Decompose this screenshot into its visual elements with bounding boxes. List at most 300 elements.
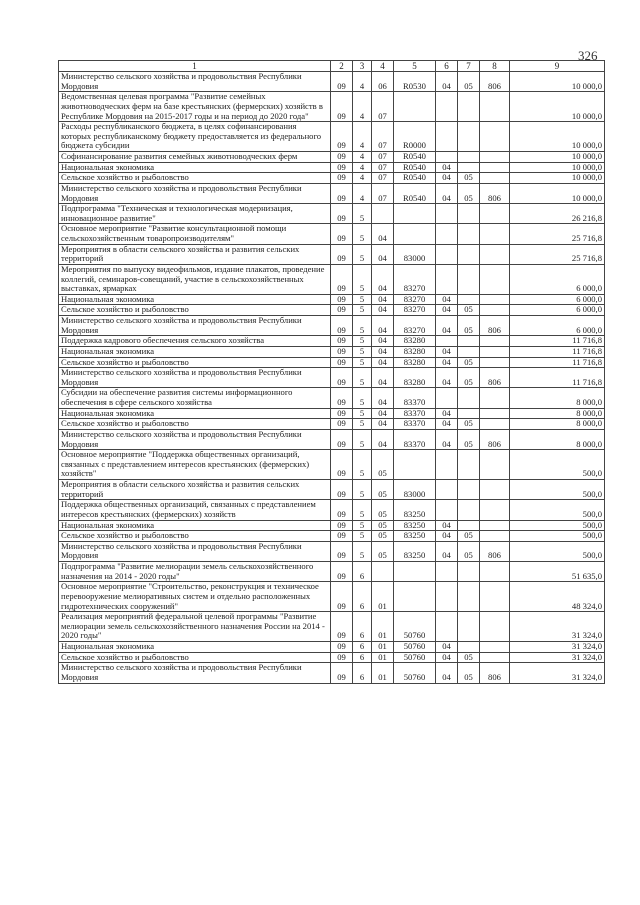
code-cell bbox=[436, 480, 458, 500]
code-cell: R0540 bbox=[394, 152, 436, 163]
code-cell: 09 bbox=[331, 92, 353, 122]
code-cell: 83270 bbox=[394, 305, 436, 316]
table-row bbox=[59, 368, 605, 388]
code-cell: 09 bbox=[331, 162, 353, 173]
code-cell: 806 bbox=[480, 72, 510, 92]
code-cell: 09 bbox=[331, 408, 353, 419]
code-cell: 09 bbox=[331, 224, 353, 244]
code-cell bbox=[480, 173, 510, 184]
code-cell bbox=[458, 582, 480, 612]
code-cell bbox=[458, 336, 480, 347]
code-cell: R0540 bbox=[394, 162, 436, 173]
code-cell: 806 bbox=[480, 183, 510, 203]
table-row bbox=[59, 582, 605, 612]
amount-cell: 31 324,0 bbox=[510, 642, 605, 653]
code-cell: 5 bbox=[353, 429, 372, 449]
code-cell bbox=[394, 582, 436, 612]
row-name-cell: Министерство сельского хозяйства и продовольствия Республики Мордовия bbox=[59, 316, 331, 336]
code-cell: 806 bbox=[480, 663, 510, 683]
code-cell: 04 bbox=[372, 346, 394, 357]
code-cell: 5 bbox=[353, 520, 372, 531]
code-cell: 01 bbox=[372, 663, 394, 683]
code-cell: 01 bbox=[372, 642, 394, 653]
code-cell bbox=[394, 562, 436, 582]
code-cell: 09 bbox=[331, 183, 353, 203]
code-cell: R0540 bbox=[394, 183, 436, 203]
amount-cell: 51 635,0 bbox=[510, 562, 605, 582]
code-cell: 04 bbox=[436, 173, 458, 184]
code-cell: 5 bbox=[353, 305, 372, 316]
code-cell: 6 bbox=[353, 612, 372, 642]
code-cell bbox=[458, 450, 480, 480]
code-cell: 83000 bbox=[394, 244, 436, 264]
code-cell bbox=[458, 224, 480, 244]
code-cell: 04 bbox=[436, 541, 458, 561]
table-row bbox=[59, 244, 605, 264]
code-cell: 83270 bbox=[394, 316, 436, 336]
table-row bbox=[59, 419, 605, 430]
code-cell: 05 bbox=[372, 520, 394, 531]
code-cell bbox=[458, 520, 480, 531]
column-header: 3 bbox=[353, 61, 372, 72]
table-row bbox=[59, 612, 605, 642]
code-cell: 05 bbox=[458, 429, 480, 449]
amount-cell: 48 324,0 bbox=[510, 582, 605, 612]
code-cell: 83270 bbox=[394, 294, 436, 305]
code-cell bbox=[480, 224, 510, 244]
amount-cell: 8 000,0 bbox=[510, 419, 605, 430]
amount-cell: 500,0 bbox=[510, 531, 605, 542]
amount-cell: 10 000,0 bbox=[510, 162, 605, 173]
code-cell bbox=[480, 531, 510, 542]
code-cell: 83280 bbox=[394, 357, 436, 368]
code-cell: 09 bbox=[331, 500, 353, 520]
code-cell: 04 bbox=[436, 663, 458, 683]
amount-cell: 500,0 bbox=[510, 480, 605, 500]
code-cell: 04 bbox=[436, 357, 458, 368]
code-cell: 5 bbox=[353, 480, 372, 500]
code-cell: 09 bbox=[331, 429, 353, 449]
code-cell: 04 bbox=[372, 419, 394, 430]
code-cell: 09 bbox=[331, 419, 353, 430]
code-cell: 4 bbox=[353, 173, 372, 184]
code-cell: 04 bbox=[436, 183, 458, 203]
row-name-cell: Поддержка кадрового обеспечения сельского хозяйства bbox=[59, 336, 331, 347]
table-row bbox=[59, 450, 605, 480]
code-cell bbox=[394, 204, 436, 224]
code-cell: 6 bbox=[353, 642, 372, 653]
code-cell: 09 bbox=[331, 244, 353, 264]
code-cell: 05 bbox=[372, 500, 394, 520]
code-cell: 4 bbox=[353, 122, 372, 152]
code-cell: 05 bbox=[458, 652, 480, 663]
row-name-cell: Министерство сельского хозяйства и продовольствия Республики Мордовия bbox=[59, 429, 331, 449]
amount-cell: 10 000,0 bbox=[510, 92, 605, 122]
code-cell: 05 bbox=[458, 173, 480, 184]
code-cell: 04 bbox=[372, 316, 394, 336]
code-cell: 09 bbox=[331, 204, 353, 224]
amount-cell: 25 716,8 bbox=[510, 224, 605, 244]
code-cell: 5 bbox=[353, 500, 372, 520]
code-cell: 04 bbox=[436, 162, 458, 173]
code-cell: 5 bbox=[353, 294, 372, 305]
code-cell bbox=[436, 204, 458, 224]
code-cell: 806 bbox=[480, 429, 510, 449]
code-cell bbox=[394, 224, 436, 244]
code-cell: 04 bbox=[436, 72, 458, 92]
row-name-cell: Национальная экономика bbox=[59, 408, 331, 419]
code-cell: 05 bbox=[372, 541, 394, 561]
code-cell: 04 bbox=[436, 294, 458, 305]
code-cell: 4 bbox=[353, 152, 372, 163]
code-cell bbox=[394, 92, 436, 122]
code-cell: 09 bbox=[331, 612, 353, 642]
code-cell: 04 bbox=[436, 408, 458, 419]
amount-cell: 31 324,0 bbox=[510, 652, 605, 663]
code-cell: 09 bbox=[331, 122, 353, 152]
code-cell: 83280 bbox=[394, 336, 436, 347]
code-cell bbox=[436, 562, 458, 582]
table-row bbox=[59, 480, 605, 500]
amount-cell: 11 716,8 bbox=[510, 368, 605, 388]
code-cell: 50760 bbox=[394, 642, 436, 653]
code-cell: 04 bbox=[372, 357, 394, 368]
code-cell: 09 bbox=[331, 264, 353, 294]
code-cell bbox=[480, 122, 510, 152]
code-cell: 6 bbox=[353, 663, 372, 683]
amount-cell: 10 000,0 bbox=[510, 173, 605, 184]
code-cell bbox=[480, 642, 510, 653]
row-name-cell: Субсидии на обеспечение развития системы информационного обеспечения в сфере сельского хозяйства bbox=[59, 388, 331, 408]
row-name-cell: Реализация мероприятий федеральной целевой программы "Развитие мелиорации земель сельскохозяйственного назначения России на 2014 - 2020 годы" bbox=[59, 612, 331, 642]
code-cell: 05 bbox=[458, 316, 480, 336]
table-row bbox=[59, 72, 605, 92]
code-cell bbox=[480, 92, 510, 122]
code-cell: 04 bbox=[372, 368, 394, 388]
code-cell bbox=[480, 652, 510, 663]
code-cell: 83270 bbox=[394, 264, 436, 294]
code-cell bbox=[458, 264, 480, 294]
code-cell: 05 bbox=[458, 357, 480, 368]
code-cell: 5 bbox=[353, 357, 372, 368]
code-cell: 09 bbox=[331, 316, 353, 336]
amount-cell: 500,0 bbox=[510, 541, 605, 561]
code-cell: R0530 bbox=[394, 72, 436, 92]
code-cell: 5 bbox=[353, 346, 372, 357]
code-cell: 09 bbox=[331, 562, 353, 582]
code-cell bbox=[480, 500, 510, 520]
table-row bbox=[59, 652, 605, 663]
amount-cell: 31 324,0 bbox=[510, 663, 605, 683]
table-row bbox=[59, 336, 605, 347]
code-cell: 05 bbox=[458, 305, 480, 316]
table-row bbox=[59, 162, 605, 173]
row-name-cell: Национальная экономика bbox=[59, 162, 331, 173]
code-cell: 09 bbox=[331, 336, 353, 347]
amount-cell: 6 000,0 bbox=[510, 294, 605, 305]
row-name-cell: Мероприятия в области сельского хозяйства и развития сельских территорий bbox=[59, 244, 331, 264]
code-cell: 07 bbox=[372, 152, 394, 163]
code-cell: 83370 bbox=[394, 419, 436, 430]
code-cell bbox=[436, 450, 458, 480]
code-cell: 04 bbox=[436, 368, 458, 388]
code-cell: 83370 bbox=[394, 429, 436, 449]
table-row bbox=[59, 346, 605, 357]
column-header: 4 bbox=[372, 61, 394, 72]
code-cell: 83280 bbox=[394, 346, 436, 357]
row-name-cell: Поддержка общественных организаций, связанных с представлением интересов крестьянских (фермерских) хозяйств bbox=[59, 500, 331, 520]
page-number: 326 bbox=[578, 48, 598, 63]
code-cell: 83250 bbox=[394, 541, 436, 561]
code-cell: 09 bbox=[331, 152, 353, 163]
code-cell: 09 bbox=[331, 531, 353, 542]
code-cell bbox=[480, 582, 510, 612]
code-cell bbox=[480, 336, 510, 347]
code-cell: 83280 bbox=[394, 368, 436, 388]
table-row bbox=[59, 204, 605, 224]
row-name-cell: Мероприятия в области сельского хозяйства и развития сельских территорий bbox=[59, 480, 331, 500]
code-cell bbox=[480, 612, 510, 642]
amount-cell: 8 000,0 bbox=[510, 408, 605, 419]
code-cell: 07 bbox=[372, 162, 394, 173]
code-cell: 05 bbox=[372, 480, 394, 500]
code-cell bbox=[480, 294, 510, 305]
row-name-cell: Министерство сельского хозяйства и продовольствия Республики Мордовия bbox=[59, 368, 331, 388]
code-cell bbox=[436, 336, 458, 347]
column-header: 9 bbox=[510, 61, 605, 72]
row-name-cell: Министерство сельского хозяйства и продовольствия Республики Мордовия bbox=[59, 183, 331, 203]
amount-cell: 500,0 bbox=[510, 450, 605, 480]
code-cell: 4 bbox=[353, 72, 372, 92]
code-cell bbox=[458, 388, 480, 408]
amount-cell: 11 716,8 bbox=[510, 346, 605, 357]
code-cell: 04 bbox=[372, 264, 394, 294]
code-cell bbox=[480, 480, 510, 500]
row-name-cell: Министерство сельского хозяйства и продовольствия Республики Мордовия bbox=[59, 541, 331, 561]
code-cell: 83370 bbox=[394, 408, 436, 419]
code-cell bbox=[480, 520, 510, 531]
row-name-cell: Сельское хозяйство и рыболовство bbox=[59, 357, 331, 368]
code-cell: 04 bbox=[372, 244, 394, 264]
code-cell: 83370 bbox=[394, 388, 436, 408]
amount-cell: 6 000,0 bbox=[510, 316, 605, 336]
code-cell: 09 bbox=[331, 357, 353, 368]
code-cell bbox=[458, 122, 480, 152]
code-cell bbox=[458, 408, 480, 419]
row-name-cell: Мероприятия по выпуску видеофильмов, издание плакатов, проведение коллегий, семинаров-совещаний, участие в сельскохозяйственных выставках, ярмарках bbox=[59, 264, 331, 294]
code-cell: 50760 bbox=[394, 652, 436, 663]
amount-cell: 6 000,0 bbox=[510, 264, 605, 294]
code-cell: 05 bbox=[458, 183, 480, 203]
table-row bbox=[59, 663, 605, 683]
amount-cell: 10 000,0 bbox=[510, 152, 605, 163]
code-cell: 09 bbox=[331, 388, 353, 408]
code-cell: 04 bbox=[372, 429, 394, 449]
code-cell: 01 bbox=[372, 582, 394, 612]
code-cell: 09 bbox=[331, 294, 353, 305]
amount-cell: 6 000,0 bbox=[510, 305, 605, 316]
row-name-cell: Софинансирование развития семейных животноводческих ферм bbox=[59, 152, 331, 163]
code-cell: 5 bbox=[353, 224, 372, 244]
column-header: 5 bbox=[394, 61, 436, 72]
code-cell: 50760 bbox=[394, 663, 436, 683]
code-cell bbox=[436, 388, 458, 408]
code-cell bbox=[480, 152, 510, 163]
code-cell: 04 bbox=[372, 224, 394, 244]
code-cell: 04 bbox=[436, 642, 458, 653]
code-cell bbox=[436, 122, 458, 152]
code-cell: 05 bbox=[458, 541, 480, 561]
row-name-cell: Расходы республиканского бюджета, в целях софинансирования которых республиканскому бюджету предоставляется из федерального бюджета субсидии bbox=[59, 122, 331, 152]
table-row bbox=[59, 388, 605, 408]
code-cell: 04 bbox=[436, 316, 458, 336]
code-cell: R0000 bbox=[394, 122, 436, 152]
code-cell bbox=[458, 152, 480, 163]
amount-cell: 500,0 bbox=[510, 520, 605, 531]
code-cell: 4 bbox=[353, 162, 372, 173]
row-name-cell: Основное мероприятие "Поддержка общественных организаций, связанных с представлением интересов крестьянских (фермерских) хозяйств" bbox=[59, 450, 331, 480]
code-cell bbox=[458, 92, 480, 122]
code-cell: 5 bbox=[353, 204, 372, 224]
code-cell: 04 bbox=[436, 429, 458, 449]
code-cell bbox=[480, 408, 510, 419]
row-name-cell: Подпрограмма "Техническая и технологическая модернизация, инновационное развитие" bbox=[59, 204, 331, 224]
table-row bbox=[59, 642, 605, 653]
code-cell: 05 bbox=[372, 531, 394, 542]
amount-cell: 25 716,8 bbox=[510, 244, 605, 264]
code-cell bbox=[458, 612, 480, 642]
code-cell bbox=[372, 562, 394, 582]
amount-cell: 10 000,0 bbox=[510, 183, 605, 203]
row-name-cell: Национальная экономика bbox=[59, 642, 331, 653]
code-cell bbox=[480, 388, 510, 408]
code-cell: 5 bbox=[353, 316, 372, 336]
table-row bbox=[59, 173, 605, 184]
code-cell: 5 bbox=[353, 408, 372, 419]
code-cell: 09 bbox=[331, 72, 353, 92]
code-cell bbox=[480, 264, 510, 294]
code-cell bbox=[480, 204, 510, 224]
code-cell: 4 bbox=[353, 92, 372, 122]
code-cell bbox=[372, 204, 394, 224]
table-row bbox=[59, 294, 605, 305]
code-cell: 04 bbox=[436, 520, 458, 531]
amount-cell: 31 324,0 bbox=[510, 612, 605, 642]
code-cell: 5 bbox=[353, 388, 372, 408]
code-cell bbox=[458, 294, 480, 305]
code-cell: 05 bbox=[372, 450, 394, 480]
budget-table bbox=[58, 60, 605, 684]
amount-cell: 10 000,0 bbox=[510, 72, 605, 92]
code-cell: R0540 bbox=[394, 173, 436, 184]
code-cell: 09 bbox=[331, 368, 353, 388]
code-cell: 5 bbox=[353, 541, 372, 561]
code-cell: 50760 bbox=[394, 612, 436, 642]
row-name-cell: Сельское хозяйство и рыболовство bbox=[59, 305, 331, 316]
row-name-cell: Сельское хозяйство и рыболовство bbox=[59, 173, 331, 184]
amount-cell: 10 000,0 bbox=[510, 122, 605, 152]
table-row bbox=[59, 316, 605, 336]
code-cell: 04 bbox=[372, 305, 394, 316]
code-cell bbox=[458, 204, 480, 224]
code-cell: 5 bbox=[353, 419, 372, 430]
code-cell bbox=[436, 612, 458, 642]
code-cell: 09 bbox=[331, 173, 353, 184]
column-header: 7 bbox=[458, 61, 480, 72]
table-header-row bbox=[59, 61, 605, 72]
code-cell bbox=[458, 562, 480, 582]
row-name-cell: Ведомственная целевая программа "Развитие семейных животноводческих ферм на базе крестьянских (фермерских) хозяйств в Республике Мордовия на 2015-2017 годы и на период до 2020 года" bbox=[59, 92, 331, 122]
code-cell bbox=[480, 562, 510, 582]
code-cell bbox=[436, 224, 458, 244]
code-cell: 83250 bbox=[394, 500, 436, 520]
amount-cell: 500,0 bbox=[510, 500, 605, 520]
table-row bbox=[59, 152, 605, 163]
table-row bbox=[59, 264, 605, 294]
code-cell: 09 bbox=[331, 652, 353, 663]
column-header: 1 bbox=[59, 61, 331, 72]
table-row bbox=[59, 92, 605, 122]
code-cell bbox=[480, 346, 510, 357]
code-cell: 09 bbox=[331, 541, 353, 561]
code-cell: 04 bbox=[372, 408, 394, 419]
table-row bbox=[59, 541, 605, 561]
code-cell: 09 bbox=[331, 346, 353, 357]
code-cell: 04 bbox=[436, 652, 458, 663]
code-cell bbox=[458, 244, 480, 264]
code-cell bbox=[436, 582, 458, 612]
table-row bbox=[59, 183, 605, 203]
table-row bbox=[59, 562, 605, 582]
code-cell bbox=[458, 162, 480, 173]
table-row bbox=[59, 408, 605, 419]
column-header: 6 bbox=[436, 61, 458, 72]
table-row bbox=[59, 357, 605, 368]
code-cell: 05 bbox=[458, 419, 480, 430]
code-cell: 09 bbox=[331, 663, 353, 683]
table-row bbox=[59, 520, 605, 531]
amount-cell: 11 716,8 bbox=[510, 336, 605, 347]
row-name-cell: Сельское хозяйство и рыболовство bbox=[59, 531, 331, 542]
row-name-cell: Национальная экономика bbox=[59, 346, 331, 357]
code-cell: 01 bbox=[372, 652, 394, 663]
code-cell bbox=[436, 92, 458, 122]
code-cell: 04 bbox=[436, 419, 458, 430]
code-cell: 07 bbox=[372, 92, 394, 122]
code-cell: 09 bbox=[331, 582, 353, 612]
table-body bbox=[59, 72, 605, 684]
code-cell: 04 bbox=[436, 305, 458, 316]
amount-cell: 11 716,8 bbox=[510, 357, 605, 368]
code-cell: 07 bbox=[372, 183, 394, 203]
code-cell: 04 bbox=[436, 531, 458, 542]
code-cell: 6 bbox=[353, 652, 372, 663]
code-cell: 07 bbox=[372, 173, 394, 184]
row-name-cell: Национальная экономика bbox=[59, 294, 331, 305]
row-name-cell: Сельское хозяйство и рыболовство bbox=[59, 419, 331, 430]
code-cell: 4 bbox=[353, 183, 372, 203]
code-cell: 09 bbox=[331, 305, 353, 316]
code-cell: 09 bbox=[331, 480, 353, 500]
code-cell: 05 bbox=[458, 531, 480, 542]
code-cell: 6 bbox=[353, 582, 372, 612]
code-cell: 04 bbox=[372, 336, 394, 347]
table-row bbox=[59, 224, 605, 244]
code-cell: 806 bbox=[480, 541, 510, 561]
row-name-cell: Основное мероприятие "Развитие консультационной помощи сельскохозяйственным товаропроизводителям" bbox=[59, 224, 331, 244]
code-cell: 09 bbox=[331, 450, 353, 480]
row-name-cell: Министерство сельского хозяйства и продовольствия Республики Мордовия bbox=[59, 663, 331, 683]
